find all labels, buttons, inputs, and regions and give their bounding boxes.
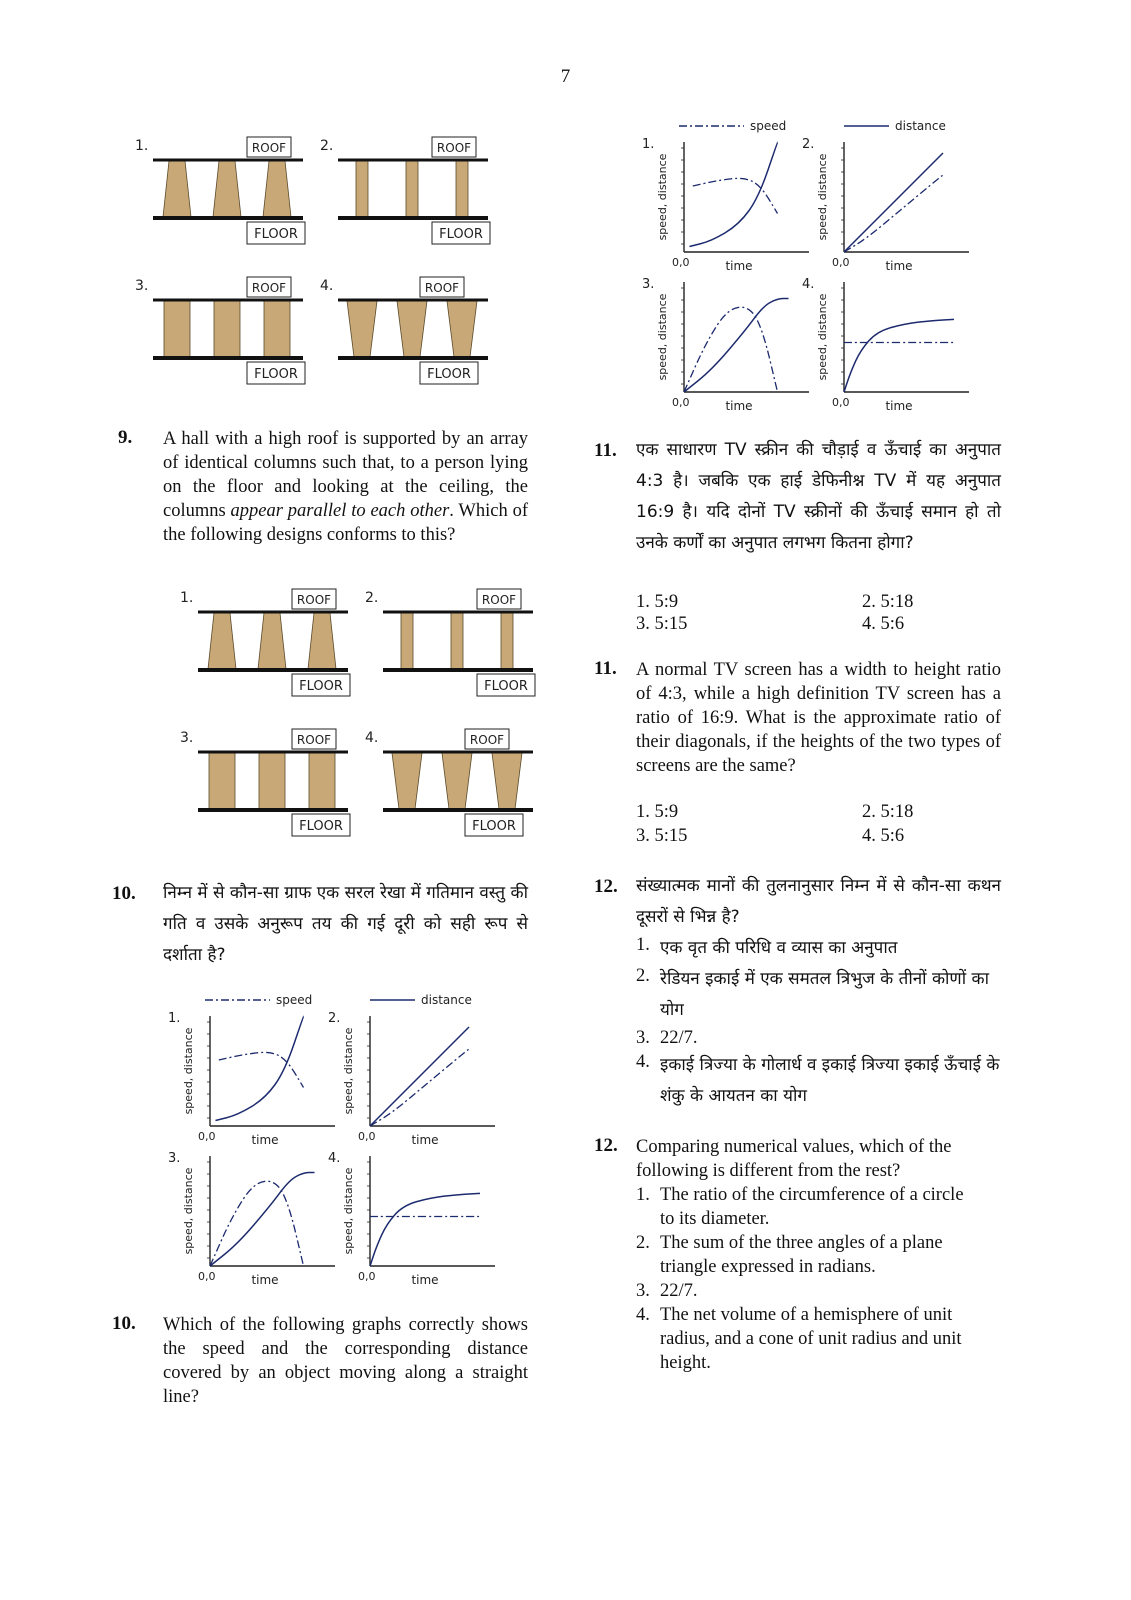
origin-label: 0,0 <box>832 256 850 269</box>
roof-label: ROOF <box>251 281 287 295</box>
column <box>258 613 286 669</box>
column <box>309 753 335 809</box>
column <box>392 753 422 809</box>
column <box>347 301 377 357</box>
graph-panel-number: 4. <box>328 1151 341 1166</box>
floor-label: FLOOR <box>439 227 483 242</box>
roof-panel-number: 4. <box>365 730 379 746</box>
graph-panel-4 <box>802 277 969 412</box>
floor-label: FLOOR <box>299 679 343 694</box>
graph-panel-3 <box>168 1151 335 1286</box>
graph-figure-q10 <box>160 986 520 1286</box>
roof-panel-3 <box>135 277 305 384</box>
column <box>406 161 418 217</box>
q11-en-option-2: 2. 5:18 <box>862 802 914 822</box>
q11-hi-text: एक साधारण TV स्क्रीन की चौड़ाई व ऊँचाई का अनुपात 4:3 है। जबकि एक हाई डेफिनीश्न TV में यह अनुपात 16:9 है। यदि दोनों TV स्क्रीनों की ऊँचाई समान हो तो उनके कर्णों का अनुपात लगभग कितना होगा? <box>636 440 1001 553</box>
q12-hi-option-1 <box>636 933 1001 964</box>
column <box>451 613 463 669</box>
q12-en-option-3 <box>636 1279 966 1303</box>
roof-panel-1 <box>135 137 305 244</box>
graph-panel-number: 1. <box>642 137 655 152</box>
roof-label: ROOF <box>424 281 460 295</box>
page-number: 7 <box>560 66 571 87</box>
q12-en-option-1-num: 1. <box>636 1185 650 1205</box>
speed-curve <box>219 1052 304 1087</box>
roof-label: ROOF <box>469 733 505 747</box>
graph-panel-number: 1. <box>168 1011 181 1026</box>
q12-en-text: Comparing numerical values, which of the following is different from the rest? <box>636 1137 952 1181</box>
q10-en-text: Which of the following graphs correctly shows the speed and the corresponding distance covered by an object moving along a straight line? <box>163 1315 528 1407</box>
y-axis-label: speed, distance <box>656 153 669 241</box>
q12-en-option-3-num: 3. <box>636 1281 650 1301</box>
distance-curve <box>690 142 778 247</box>
q12-hi-option-2-text: रेडियन इकाई में एक समतल त्रिभुज के तीनों कोणों का योग <box>660 969 989 1020</box>
speed-curve <box>693 178 778 213</box>
roof-panel-1 <box>180 589 350 696</box>
origin-label: 0,0 <box>198 1130 216 1143</box>
roof-panel-number: 1. <box>135 138 149 154</box>
floor-label: FLOOR <box>254 367 298 382</box>
graph-figure-svg <box>634 112 994 412</box>
y-axis-label: speed, distance <box>656 293 669 381</box>
distance-curve <box>370 1193 480 1266</box>
column <box>501 613 513 669</box>
q9-text <box>163 427 528 547</box>
q12-en-option-1 <box>636 1183 966 1231</box>
origin-label: 0,0 <box>358 1130 376 1143</box>
origin-label: 0,0 <box>672 256 690 269</box>
q12-en-options <box>636 1183 966 1375</box>
q12-hi-option-1-num: 1. <box>636 935 650 955</box>
speed-curve <box>210 1181 304 1266</box>
q12-en-option-2-text: The sum of the three angles of a plane triangle expressed in radians. <box>660 1233 943 1277</box>
roof-panel-2 <box>320 137 490 244</box>
x-axis-label: time <box>251 1273 279 1286</box>
distance-curve <box>216 1016 304 1121</box>
roof-label: ROOF <box>436 141 472 155</box>
column <box>163 161 191 217</box>
origin-label: 0,0 <box>358 1270 376 1283</box>
roof-panel-4 <box>320 277 488 384</box>
q12-hi-option-4 <box>636 1050 1001 1112</box>
roof-panel-4 <box>365 729 533 836</box>
x-axis-label: time <box>411 1133 439 1147</box>
q12-en-option-4-num: 4. <box>636 1305 650 1325</box>
roof-panel-number: 4. <box>320 278 334 294</box>
floor-label: FLOOR <box>484 679 528 694</box>
q12-en-number: 12. <box>594 1135 618 1156</box>
roof-panel-number: 1. <box>180 590 194 606</box>
graph-panel-number: 3. <box>642 277 655 292</box>
y-axis-label: speed, distance <box>342 1027 355 1115</box>
q11-hi-option-3: 3. 5:15 <box>636 614 688 634</box>
y-axis-label: speed, distance <box>816 293 829 381</box>
column <box>164 301 190 357</box>
q9-text-emph: appear parallel to each other <box>230 501 450 521</box>
q12-hi-option-1-text: एक वृत की परिधि व व्यास का अनुपात <box>660 938 898 958</box>
speed-curve <box>844 175 943 252</box>
graph-panel-1 <box>168 1011 335 1147</box>
roof-figure-q9 <box>170 580 540 850</box>
q12-hi-text: संख्यात्मक मानों की तुलनानुसार निम्न में से कौन-सा कथन दूसरों से भिन्न है? <box>636 876 1001 927</box>
column <box>213 161 241 217</box>
q11-hi-option-2: 2. 5:18 <box>862 592 914 612</box>
roof-label: ROOF <box>296 733 332 747</box>
graph-panel-3 <box>642 277 809 412</box>
x-axis-label: time <box>725 259 753 273</box>
q11-en-number: 11. <box>594 658 617 679</box>
roof-label: ROOF <box>251 141 287 155</box>
graph-panel-2 <box>328 1011 495 1147</box>
roof-panel-3 <box>180 729 350 836</box>
roof-panel-number: 3. <box>180 730 194 746</box>
column <box>259 753 285 809</box>
q11-hi-option-4: 4. 5:6 <box>862 614 905 634</box>
graph-panel-number: 3. <box>168 1151 181 1166</box>
q9-number: 9. <box>118 427 133 448</box>
roof-panel-number: 3. <box>135 278 149 294</box>
q12-hi-option-3-text: 22/7. <box>660 1028 698 1048</box>
q12-en-option-1-text: The ratio of the circumference of a circle to its diameter. <box>660 1185 964 1229</box>
graph-panel-1 <box>642 137 809 273</box>
roof-label: ROOF <box>481 593 517 607</box>
column <box>263 161 291 217</box>
graph-panel-number: 4. <box>802 277 815 292</box>
x-axis-label: time <box>411 1273 439 1286</box>
x-axis-label: time <box>251 1133 279 1147</box>
q12-hi-number: 12. <box>594 876 618 897</box>
floor-label: FLOOR <box>472 819 516 834</box>
legend-distance-label: distance <box>421 993 472 1007</box>
roof-figure-svg <box>170 580 540 850</box>
roof-figure-svg <box>125 128 495 398</box>
y-axis-label: speed, distance <box>816 153 829 241</box>
q10-hi-number: 10. <box>112 883 136 904</box>
column <box>214 301 240 357</box>
graph-panel-4 <box>328 1151 495 1286</box>
legend-distance-label: distance <box>895 119 946 133</box>
column <box>264 301 290 357</box>
q11-en-options <box>636 800 1001 848</box>
q12-hi-option-4-num: 4. <box>636 1052 650 1072</box>
q9-text-b: . Which of the following designs conforms to this? <box>163 501 529 545</box>
q12-hi-option-3 <box>636 1026 1001 1050</box>
speed-curve <box>370 1049 469 1126</box>
roof-panel-2 <box>365 589 535 696</box>
distance-curve <box>684 299 789 393</box>
column <box>401 613 413 669</box>
floor-label: FLOOR <box>427 367 471 382</box>
column <box>308 613 336 669</box>
q12-en-option-4-text: The net volume of a hemisphere of unit radius, and a cone of unit radius and unit height. <box>660 1305 962 1373</box>
y-axis-label: speed, distance <box>182 1167 195 1255</box>
x-axis-label: time <box>885 399 913 412</box>
roof-label: ROOF <box>296 593 332 607</box>
graph-figure-svg <box>160 986 520 1286</box>
graph-panel-2 <box>802 137 969 273</box>
graph-figure-top <box>634 112 994 412</box>
x-axis-label: time <box>725 399 753 412</box>
column <box>492 753 522 809</box>
roof-figure-top <box>125 128 495 398</box>
q12-hi-options <box>636 933 1001 1112</box>
graph-panel-number: 2. <box>328 1011 341 1026</box>
distance-curve <box>844 319 954 392</box>
q12-hi-option-2-num: 2. <box>636 966 650 986</box>
legend-speed-label: speed <box>276 993 313 1007</box>
x-axis-label: time <box>885 259 913 273</box>
q10-hi-text: निम्न में से कौन-सा ग्राफ एक सरल रेखा में गतिमान वस्तु की गति व उसके अनुरूप तय की गई दूरी को सही रूप से दर्शाता है? <box>163 883 528 965</box>
q12-en-option-4 <box>636 1303 966 1375</box>
q11-hi-options <box>636 591 1001 635</box>
floor-label: FLOOR <box>254 227 298 242</box>
q12-hi-option-4-text: इकाई त्रिज्या के गोलार्ध व इकाई त्रिज्या इकाई ऊँचाई के शंकु के आयतन का योग <box>660 1055 1000 1106</box>
origin-label: 0,0 <box>672 396 690 409</box>
q11-en-option-3: 3. 5:15 <box>636 826 688 846</box>
q11-en-text: A normal TV screen has a width to height ratio of 4:3, while a high definition TV screen has a ratio of 16:9. What is the approximate ratio of their diagonals, if the heights of the two types of screens are the same? <box>636 660 1001 776</box>
speed-curve <box>684 307 778 392</box>
q11-hi-number: 11. <box>594 440 617 461</box>
column <box>447 301 477 357</box>
roof-panel-number: 2. <box>320 138 334 154</box>
q10-en-number: 10. <box>112 1313 136 1334</box>
q11-en-option-4: 4. 5:6 <box>862 826 905 846</box>
q12-en-option-3-text: 22/7. <box>660 1281 698 1301</box>
q12-hi-option-3-num: 3. <box>636 1028 650 1048</box>
origin-label: 0,0 <box>832 396 850 409</box>
q12-en-option-2-num: 2. <box>636 1233 650 1253</box>
q12-hi-option-2 <box>636 964 1001 1026</box>
q9-text-a: A hall with a high roof is supported by an array of identical columns such that, to a person lying on the floor and looking at the ceiling, the columns <box>163 429 528 521</box>
legend-speed-label: speed <box>750 119 787 133</box>
y-axis-label: speed, distance <box>342 1167 355 1255</box>
column <box>442 753 472 809</box>
distance-curve <box>210 1173 315 1267</box>
y-axis-label: speed, distance <box>182 1027 195 1115</box>
roof-panel-number: 2. <box>365 590 379 606</box>
column <box>397 301 427 357</box>
distance-curve <box>370 1027 469 1126</box>
floor-label: FLOOR <box>299 819 343 834</box>
distance-curve <box>844 153 943 252</box>
column <box>209 753 235 809</box>
q11-hi-option-1: 1. 5:9 <box>636 592 679 612</box>
graph-panel-number: 2. <box>802 137 815 152</box>
column <box>356 161 368 217</box>
origin-label: 0,0 <box>198 1270 216 1283</box>
column <box>208 613 236 669</box>
q12-en-option-2 <box>636 1231 966 1279</box>
q11-en-option-1: 1. 5:9 <box>636 802 679 822</box>
column <box>456 161 468 217</box>
